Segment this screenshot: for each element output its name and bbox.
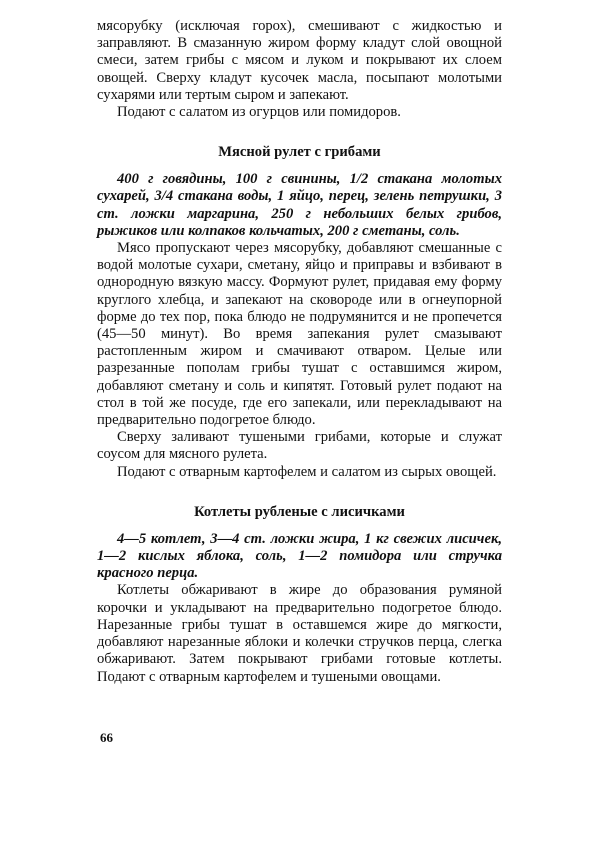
recipe1-serving: Подают с отварным картофелем и салатом из сырых овощей. (117, 463, 497, 480)
intro-paragraph: мясорубку (исключая горох), смешивают с жидкостью и заправляют. В смазанную жиром форму кладут слой овощной смеси, затем грибы с мясом и луком и покрывают их слоем овощей. Сверху кладут кусочек масла, посыпают молотыми сухарями или тертым сыром и запекают. (97, 18, 502, 103)
recipe1-method: Мясо пропускают через мясорубку, добавляют смешанные с водой молотые сухари, сметану, яйцо и приправы и взбивают в однородную вязкую массу. Формуют рулет, придавая ему форму круглого хлебца, и запекают на сковороде или в огнеупорной форме до тех пор, пока блюдо не подрумянится и не пропечется (45—50 минут). Во время запекания рулет смазывают растопленным жиром и смачивают отваром. Целые или разрезанные пополам грибы тушат с оставшимся жиром, добавляют сметану и соль и кипятят. Готовый рулет подают на стол в той же посуде, где его запекали, или перекладывают на предварительно подогретое блюдо. (97, 240, 502, 429)
recipe2-method: Котлеты обжаривают в жире до образования румяной корочки и укладывают на предварительно подогретое блюдо. Нарезанные грибы тушат в оставшемся жире до мягкости, добавляют нарезанные яблоки и колечки стручков перца, слегка обжаривают. Затем покрывают грибами готовые котлеты. Подают с отварным картофелем и тушеными овощами. (97, 582, 502, 685)
recipe1-title: Мясной рулет с грибами (218, 144, 381, 161)
page-content (97, 18, 502, 686)
recipe1-sauce: Сверху заливают тушеными грибами, которые и служат соусом для мясного рулета. (97, 429, 502, 463)
recipe1-ingredients: 400 г говядины, 100 г свинины, 1/2 стакана молотых сухарей, 3/4 стакана воды, 1 яйцо, перец, зелень петрушки, 3 ст. ложки маргарина, 250 г небольших белых грибов, рыжиков или колпаков кольчатых, 200 г сметаны, соль. (97, 171, 502, 239)
intro-serving: Подают с салатом из огурцов или помидоров. (117, 104, 401, 121)
recipe2-ingredients: 4—5 котлет, 3—4 ст. ложки жира, 1 кг свежих лисичек, 1—2 кислых яблока, соль, 1—2 помидора или стручка красного перца. (97, 530, 502, 582)
recipe2-title: Котлеты рубленые с лисичками (194, 503, 405, 520)
page-number: 66 (100, 730, 113, 745)
